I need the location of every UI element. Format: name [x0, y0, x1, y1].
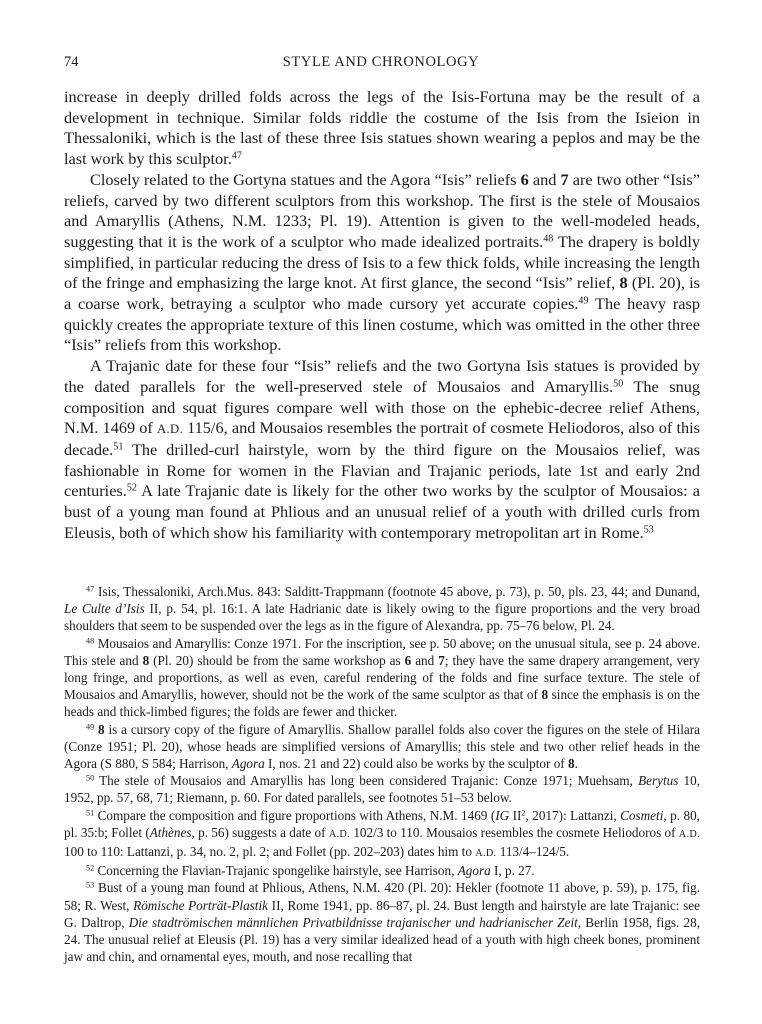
text-run: Closely related to the Gortyna statues and the Agora “Isis” reliefs [90, 169, 521, 189]
text-run: The stele of Mousaios and Amaryllis has long been considered Trajanic: Conze 1971; Muehsam, [94, 773, 639, 789]
text-run: 102/3 to 110. Mousaios resembles the cosmete Heliodoros of [350, 824, 679, 840]
note-reference: 52 [86, 863, 95, 873]
text-run: Le Culte d’Isis [64, 601, 145, 617]
text-run: since the emphasis is on the heads and thick-limbed figures; the folds are fewer and thicker. [64, 687, 700, 720]
text-run: Cosmeti [620, 807, 664, 823]
text-run: ; they have the same drapery arrangement, very long fringe, and proportions, as well as even, careful rendering of the folds and fine surface texture. The stele of Mousaios and Amaryllis, however, should not be the work of the same sculptor as that of [64, 652, 701, 703]
text-run: Concerning the Flavian-Trajanic spongelike hairstyle, see Harrison, [94, 863, 458, 879]
text-run: II [509, 807, 522, 823]
text-run: 8 [142, 652, 150, 668]
text-run: (Pl. 20) should be from the same workshop as [149, 652, 405, 668]
note-reference: 51 [113, 441, 124, 453]
text-run: 8 [619, 273, 628, 293]
note-reference: 48 [543, 233, 554, 245]
text-run: Compare the composition and figure proportions with Athens, N.M. 1469 ( [94, 807, 496, 823]
text-run: Bust of a young man found at Phlious, Athens, N.M. 420 (Pl. 20): Hekler (footnote 11 above, p. 59), p. 175, fig. 58; R. West, [64, 880, 700, 913]
text-run: The heavy rasp quickly creates the appropriate texture of this linen costume, which was omitted in the other three “Isis” reliefs from this workshop. [64, 294, 700, 355]
text-run: 8 [568, 756, 575, 772]
body-paragraph [64, 170, 700, 356]
text-run: Agora [231, 756, 265, 772]
note-reference: 51 [86, 808, 95, 818]
text-run: A.D. [678, 828, 700, 840]
text-run: Agora [457, 863, 491, 879]
text-run: A.D. [157, 422, 183, 437]
text-run: 8 [541, 687, 549, 703]
note-reference: 50 [86, 773, 95, 783]
note-reference: 47 [86, 584, 95, 594]
text-run: II, Rome 1941, pp. 86–87, pl. 24. Bust length and hairstyle are late Trajanic: see G. Daltrop, [64, 897, 701, 930]
text-run: I, p. 27. [490, 863, 535, 879]
text-run: and [528, 169, 561, 189]
text-run: Athènes [149, 824, 192, 840]
text-run: (Pl. 20), is a coarse work, betraying a sculptor who made cursory yet accurate copies. [64, 273, 701, 314]
text-run: increase in deeply drilled folds across the legs of the Isis-Fortuna may be the result of a development in technique. Similar folds riddle the costume of the Isis from the Isieion in Thessaloniki, which is the last of these three Isis statues shown wearing a peplos and may be the last work by this sculptor. [64, 87, 700, 169]
text-run: are two other “Isis” reliefs, carved by two different sculptors from this workshop. The first is the stele of Mousaios and Amaryllis (Athens, N.M. 1233; Pl. 19). Attention is given to the well-modeled heads, suggesting that it is the work of a sculptor who made idealized portraits. [64, 169, 700, 251]
footnote [64, 879, 700, 965]
text-run: Mousaios and Amaryllis: Conze 1971. For the inscription, see p. 50 above; on the unusual situla, see p. 24 above. This stele and [64, 635, 700, 668]
running-title: STYLE AND CHRONOLOGY [282, 54, 480, 70]
text-run: 10, 1952, pp. 57, 68, 71; Riemann, p. 60. For dated parallels, see footnotes 51–53 below. [64, 773, 701, 806]
text-run: A.D. [475, 848, 497, 860]
text-run: , Berlin 1958, figs. 28, 24. The unusual relief at Eleusis (Pl. 19) has a very similar idealized head of a youth with high cheek bones, prominent jaw and chin, and ornamental eyes, mouth, and nose recalling that [64, 914, 701, 965]
text-run: and [411, 652, 439, 668]
footnote [64, 807, 700, 863]
text-run: I, nos. 21 and 22) could also be works by the sculptor of [264, 756, 568, 772]
footnotes [64, 583, 700, 965]
text-run: , p. 80, pl. 35:b; Follet ( [64, 807, 700, 840]
body-text [64, 87, 700, 543]
text-run: II, p. 54, pl. 16:1. A late Hadrianic date is likely owing to the figure proportions and the very broad shoulders that seem to be suspended over the legs as in the figure of Alexandra, pp. 75–76 below, Pl. 24. [64, 601, 700, 634]
note-reference: 49 [86, 722, 95, 732]
body-paragraph [64, 87, 700, 170]
text-run: A Trajanic date for these four “Isis” reliefs and the two Gortyna Isis statues is provided by the dated parallels for the well-preserved stele of Mousaios and Amaryllis. [64, 356, 700, 396]
note-reference: 53 [86, 880, 95, 890]
text-run: 6 [520, 169, 529, 189]
text-run: 7 [560, 169, 569, 189]
text-run: . [574, 756, 578, 772]
note-reference: 47 [231, 150, 242, 162]
text-run: , 2017): Lattanzi, [525, 807, 621, 823]
body-paragraph [64, 356, 700, 543]
text-run: 8 [98, 721, 105, 737]
text-run: A late Trajanic date is likely for the other two works by the sculptor of Mousaios: a bust of a young man found at Phlious and an unusual relief of a youth with drilled curls from Eleusis, both of which show his familiarity with contemporary metropolitan art in Rome. [64, 481, 700, 542]
note-reference: 53 [643, 524, 654, 536]
text-run: Römische Porträt-Plastik [133, 897, 268, 913]
footnote [64, 583, 700, 635]
text-run: 113/4–124/5. [496, 844, 570, 860]
text-run: Isis, Thessaloniki, Arch.Mus. 843: Salditt-Trappmann (footnote 45 above, p. 73), p. 50, pls. 23, 44; and Dunand, [94, 584, 700, 599]
footnote [64, 862, 700, 879]
page-number: 74 [64, 54, 79, 70]
note-reference: 52 [126, 482, 137, 494]
text-run: The snug composition and squat figures compare well with those on the ephebic-decree relief Athens, N.M. 1469 of [64, 376, 700, 438]
text-run: Die stadtrömischen männlichen Privatbildnisse trajanischer und hadrianischer Zeit [128, 914, 578, 930]
text-run: 6 [404, 652, 412, 668]
note-reference: 49 [578, 295, 589, 307]
text-run: IG [495, 807, 510, 823]
text-run: 115/6, and Mousaios resembles the portrait of cosmete Heliodoros, also of this decade. [64, 418, 700, 459]
note-reference: 50 [613, 378, 624, 390]
text-run: is a cursory copy of the figure of Amaryllis. Shallow parallel folds also cover the figures on the stele of Hilara (Conze 1951; Pl. 20), whose heads are simplified versions of Amaryllis; this stele and two other relief heads in the Agora (S 880, S 584; Harrison, [64, 721, 701, 772]
text-run: 7 [438, 652, 445, 668]
footnote [64, 721, 700, 773]
text-run: The drapery is boldly simplified, in particular reducing the dress of Isis to a few thick folds, while increasing the length of the fringe and emphasizing the large knot. At first glance, the second “Isis” relief, [64, 231, 700, 293]
note-reference: 48 [86, 636, 95, 646]
text-run: , p. 56) suggests a date of [191, 824, 329, 840]
text-run: 100 to 110: Lattanzi, p. 34, no. 2, pl. 2; and Follet (pp. 202–203) dates him to [64, 844, 476, 860]
footnote [64, 635, 700, 721]
text-run: The drilled-curl hairstyle, worn by the third figure on the Mousaios relief, was fashionable in Rome for women in the Flavian and Trajanic periods, late 1st and early 2nd centuries. [64, 439, 700, 501]
note-reference: 2 [521, 808, 526, 818]
footnote [64, 772, 700, 806]
text-run: Berytus [638, 773, 679, 789]
text-run: A.D. [328, 828, 351, 840]
